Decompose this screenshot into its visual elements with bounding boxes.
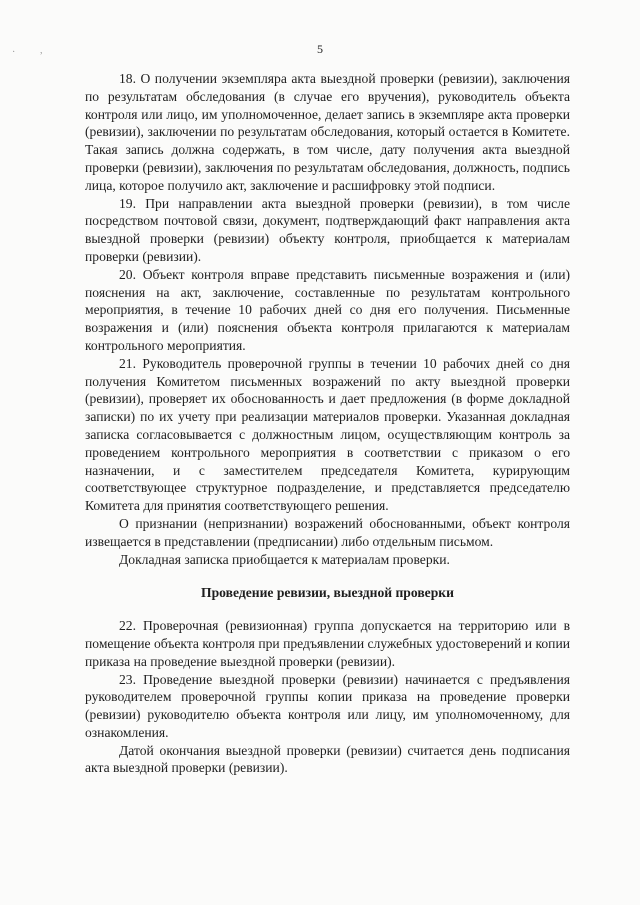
- paragraph-memo-attached: Докладная записка приобщается к материалам проверки.: [119, 551, 450, 567]
- document-body: [85, 70, 570, 777]
- paragraph-21: 21. Руководитель проверочной группы в течении 10 рабочих дней со дня получения Комитетом письменных возражений по акту выездной проверки (ревизии), проверяет их обоснованность и дает предложения (в форме докладной записки) по их учету при реализации материалов проверки. Указанная докладная записка согласовывается с должностным лицом, осуществляющим контроль за проведением контрольного мероприятия в соответствии с приказом о его назначении, и с заместителем председателя Комитета, курирующим соответствующее структурное подразделение, и представляется председателю Комитета для принятия соответствующего решения.: [85, 355, 570, 514]
- paragraph-20: 20. Объект контроля вправе представить письменные возражения и (или) пояснения на акт, заключение, составленные по результатам контрольного мероприятия, в течение 10 рабочих дней со дня его получения. Письменные возражения и (или) пояснения объекта контроля прилагаются к материалам контрольного мероприятия.: [85, 266, 570, 353]
- paragraph-end-date: Датой окончания выездной проверки (ревизии) считается день подписания акта выездной проверки (ревизии).: [85, 742, 570, 776]
- scan-artifact-mark: ·: [12, 47, 16, 58]
- paragraph-22: 22. Проверочная (ревизионная) группа допускается на территорию или в помещение объекта контроля при предъявлении служебных удостоверений и копии приказа на проведение выездной проверки (ревизии).: [85, 618, 570, 669]
- paragraph-23: 23. Проведение выездной проверки (ревизии) начинается с предъявления руководителем проверочной группы копии приказа на проведение проверки (ревизии) руководителю объекта контроля или лицу, им уполномоченному, для ознакомления.: [85, 671, 570, 740]
- paragraph-19: 19. При направлении акта выездной проверки (ревизии), в том числе посредством почтовой связи, документ, подтверждающий факт направления акта выездной проверки (ревизии) объекту контроля, приобщается к материалам проверки (ревизии).: [85, 195, 570, 264]
- scan-artifact-mark: ,: [40, 45, 43, 56]
- paragraph-18: 18. О получении экземпляра акта выездной проверки (ревизии), заключения по результатам обследования (в случае его вручения), руководитель объекта контроля или лицо, им уполномоченное, делает запись в экземпляре акта проверки (ревизии), заключении по результатам обследования, который остается в Комитете. Такая запись должна содержать, в том числе, дату получения акта выездной проверки (ревизии), заключения по результатам обследования, должность, подпись лица, которое получило акт, заключение и расшифровку этой подписи.: [85, 71, 570, 193]
- page-number: 5: [317, 42, 323, 56]
- paragraph-objections-notice: О признании (непризнании) возражений обоснованными, объект контроля извещается в представлении (предписании) либо отдельным письмом.: [85, 515, 570, 549]
- section-heading: Проведение ревизии, выездной проверки: [201, 585, 454, 601]
